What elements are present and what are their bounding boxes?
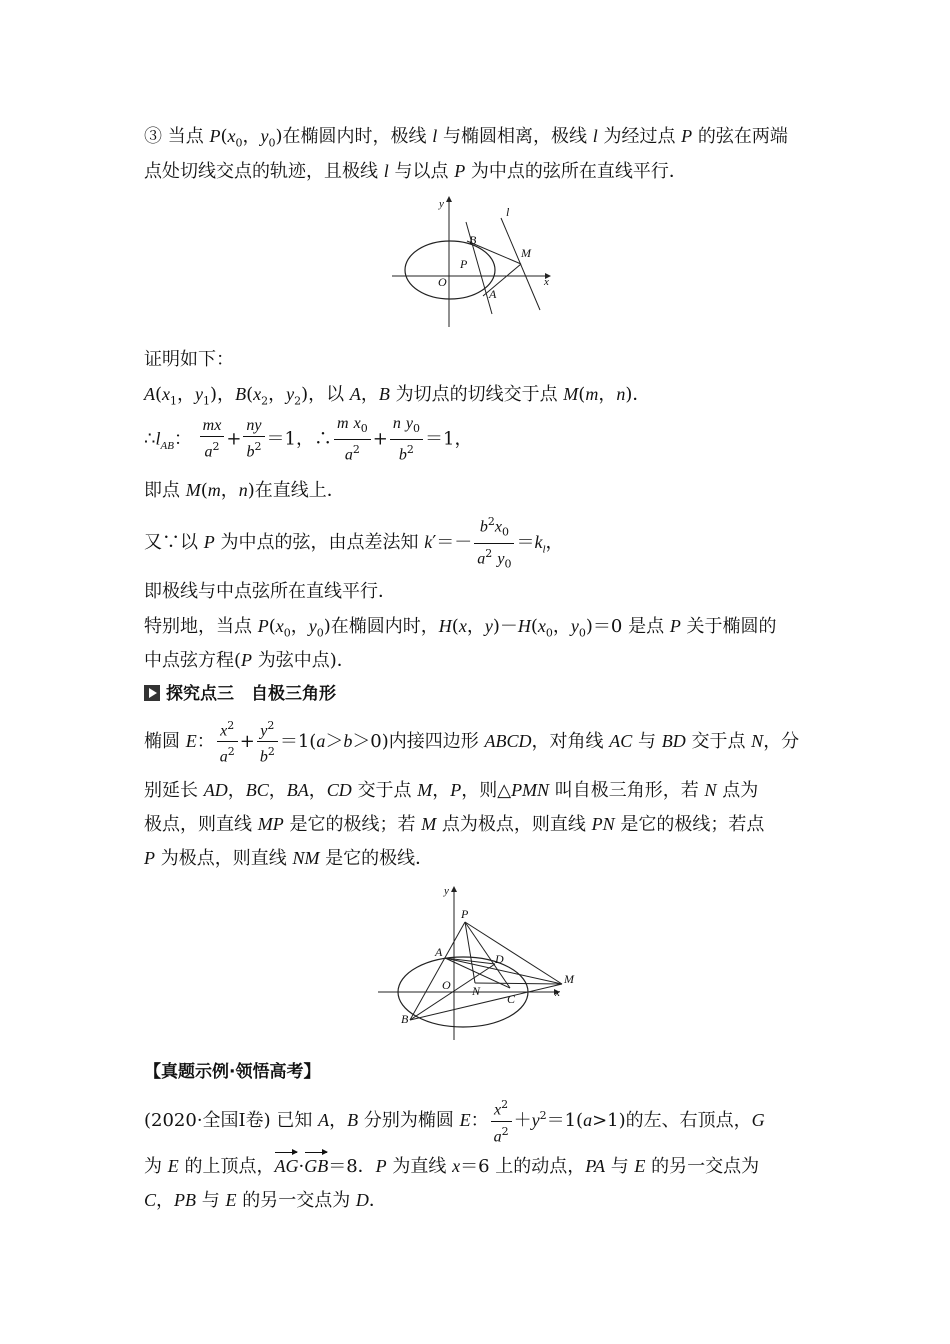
figure-label: A <box>489 287 497 301</box>
fraction: $\frac{mx}{a^2}$ <box>200 416 225 462</box>
figure-label: B <box>469 233 477 247</box>
figure-label: x <box>555 987 560 999</box>
ellipse <box>405 241 495 299</box>
y-axis-arrow <box>446 196 452 202</box>
figure-label: O <box>442 978 451 992</box>
figure-label: x <box>544 276 549 288</box>
y-axis-arrow <box>451 886 457 892</box>
figure-label: B <box>401 1012 409 1026</box>
figure-label: y <box>444 885 449 897</box>
text-line: 特别地，当点 $P(x_0$，$y_0$)在椭圆内时，H(x，$y)-H(x_0$，$y_0)=0$ 是点 P 关于椭圆的 <box>144 616 777 640</box>
figure-label: A <box>435 945 443 959</box>
text-line: 中点弦方程(P 为弦中点)． <box>144 650 355 671</box>
polar-line-figure <box>380 192 570 337</box>
text-line: P 为极点，则直线 NM 是它的极线． <box>144 848 434 869</box>
text-line: 别延长 AD，BC，BA，CD 交于点 M，P，则△PMN 叫自极三角形，若 N 点为 <box>144 780 759 801</box>
fraction: $\frac{ny}{b^2}$ <box>243 416 264 462</box>
figure-label: P <box>461 907 469 921</box>
text-line: 即极线与中点弦所在直线平行． <box>144 581 396 602</box>
fraction: $\frac{n y_0}{b^2}$ <box>390 413 423 466</box>
line-pn <box>465 922 475 983</box>
text-line: $A(x_1$，$y_1$)，$B(x_2$，$y_2$)，以 A，B 为切点的切线交于点 M(m，n)． <box>144 384 651 408</box>
play-triangle-icon <box>144 685 160 701</box>
section-heading: 探究点三 自极三角形 <box>144 680 336 708</box>
figure-label: N <box>472 984 481 998</box>
vector-ag: AG <box>274 1152 298 1180</box>
text-line: 即点 M(m，n)在直线上． <box>144 480 345 501</box>
text-line: ③ 当点 $P(x_0$，$y_0$)在椭圆内时，极线 l 与椭圆相离，极线 l 为经过点 P 的弦在两端 <box>144 126 788 150</box>
exam-heading: 【真题示例·领悟高考】 <box>144 1062 321 1082</box>
vector-gb: GB <box>304 1152 328 1180</box>
figure-label: P <box>460 257 468 271</box>
figure-label: y <box>439 198 444 210</box>
text-line: 为 E 的上顶点，AG·GB＝8．P 为直线 x＝6 上的动点，PA 与 E 的另一交点为 <box>144 1152 759 1181</box>
formula-line: $\therefore l_{AB}$： $\frac{mx}{a^2}$ + $\frac{ny}{b^2}$ ＝1，∴ $\frac{m x_0}{a^2}$ + $\frac{n y_0}{b^2}$ ＝1， <box>144 415 473 464</box>
formula-line: 椭圆 E： $\frac{x^2}{a^2}$ + $\frac{y^2}{b^2}$ ＝1(a＞b＞0)内接四边形 ABCD，对角线 AC 与 BD 交于点 N，分 <box>144 716 799 768</box>
formula-line: (2020·全国Ⅰ卷) 已知 A，B 分别为椭圆 E： $\frac{x^2}{a^2}$ $+y^2=1(a>1)$的左、右顶点，G <box>144 1092 765 1147</box>
figure-label: l <box>506 205 510 219</box>
line-bm <box>410 984 562 1020</box>
circled-number: ③ <box>144 126 162 147</box>
line-nm <box>475 983 562 984</box>
text-line: C，PB 与 E 的另一交点为 D． <box>144 1190 387 1211</box>
text-line: 极点，则直线 MP 是它的极线；若 M 点为极点，则直线 PN 是它的极线；若点 <box>144 814 765 835</box>
fraction: $\frac{m x_0}{a^2}$ <box>334 413 371 466</box>
fraction: $\frac{x^2}{a^2}$ <box>217 716 238 768</box>
figure-label: O <box>438 275 447 289</box>
self-polar-triangle-figure <box>372 880 582 1045</box>
figure-label: C <box>507 992 516 1006</box>
text-line: 点处切线交点的轨迹，且极线 l 与以点 P 为中点的弦所在直线平行． <box>144 161 687 182</box>
text-line: 证明如下： <box>144 349 234 370</box>
fraction: $\frac{x^2}{a^2}$ <box>491 1095 512 1147</box>
fraction: $\frac{y^2}{b^2}$ <box>257 716 278 768</box>
formula-line: 又∵以 P 为中点的弦，由点差法知 k′＝－ $\frac{b^2x_0}{a^2 y_0}$ $=k_l$， <box>144 512 564 574</box>
line-pb <box>410 922 465 1020</box>
figure-label: M <box>521 246 531 260</box>
figure-label: M <box>564 972 574 986</box>
fraction: $\frac{b^2x_0}{a^2 y_0}$ <box>474 512 514 574</box>
polar-line-l <box>501 218 540 310</box>
figure-label: D <box>495 952 504 966</box>
